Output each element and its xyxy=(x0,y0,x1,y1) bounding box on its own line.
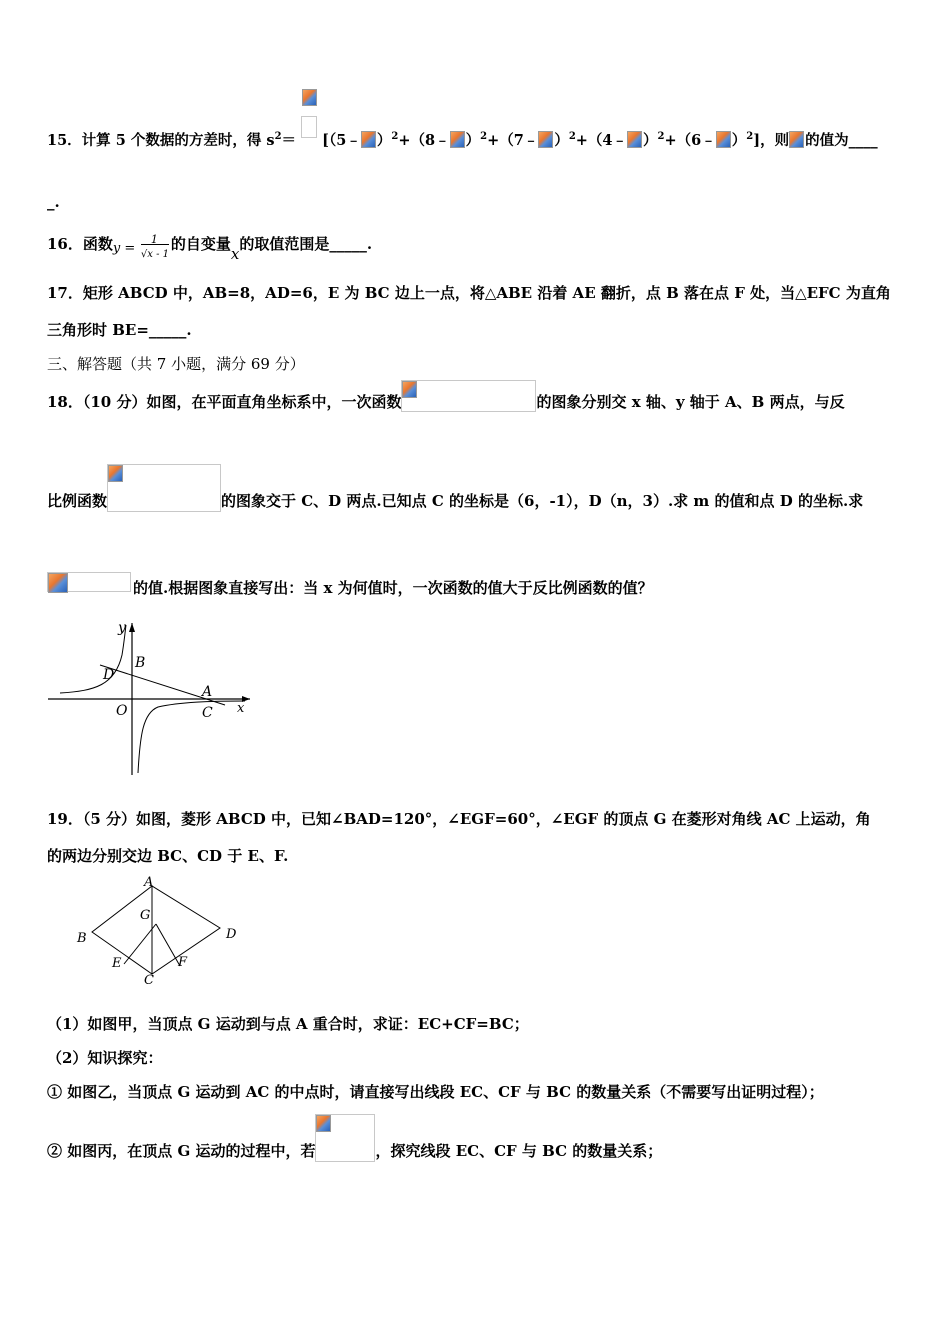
q15-sup: 2 xyxy=(746,131,754,142)
q15-rp: ） xyxy=(554,131,569,149)
fig-label: A xyxy=(144,875,154,890)
q15-sup: 2 xyxy=(274,131,282,142)
q15-lbr: [（5﹣ xyxy=(322,131,361,149)
q19-line2: 的两边分别交边 BC、CD 于 E、F. xyxy=(47,847,289,865)
formula-image-placeholder xyxy=(538,131,554,151)
q16-prefix: 16．函数 xyxy=(47,235,113,253)
section-heading: 三、解答题（共 7 小题，满分 69 分） xyxy=(47,355,305,373)
q18-line2 xyxy=(47,491,863,512)
formula-image-placeholder xyxy=(627,131,643,151)
ray-GF xyxy=(156,924,180,966)
formula-image-placeholder xyxy=(401,380,536,412)
formula-image-placeholder xyxy=(107,464,221,512)
q15-t2: ） xyxy=(376,131,392,149)
formula-image-placeholder xyxy=(450,131,466,151)
q17-line2: 三角形时 BE=_____. xyxy=(47,321,192,339)
q16-var: x xyxy=(230,245,240,263)
broken-image-icon xyxy=(789,131,804,148)
y-axis-arrow xyxy=(129,623,135,632)
formula-image-placeholder xyxy=(47,572,131,592)
broken-image-icon xyxy=(316,1115,331,1132)
q16-mid: 的自变量 xyxy=(170,235,231,253)
formula-image-placeholder xyxy=(315,1114,375,1162)
q19-p4b: ，探究线段 EC、CF 与 BC 的数量关系； xyxy=(375,1142,663,1160)
fig-label: C xyxy=(202,705,213,721)
q18-line2b: 的图象交于 C、D 两点.已知点 C 的坐标是（6，-1），D（n，3）.求 m 的值和点 D 的坐标.求 xyxy=(221,492,864,510)
broken-image-icon xyxy=(716,131,731,148)
q15-sup: 2 xyxy=(657,131,665,142)
q15-rp: ） xyxy=(731,131,747,149)
hyperbola-left-branch xyxy=(60,625,126,693)
broken-image-icon xyxy=(627,131,642,148)
fig-label: G xyxy=(140,908,151,923)
q19-rhombus-figure xyxy=(72,872,252,990)
broken-image-icon xyxy=(108,465,123,482)
q16-num: 1 xyxy=(150,233,158,246)
fig-label: B xyxy=(77,931,87,946)
q16-y: y = xyxy=(112,241,136,256)
q19-part1: （1）如图甲，当顶点 G 运动到与点 A 重合时，求证：EC+CF=BC； xyxy=(47,1015,529,1033)
broken-image-icon xyxy=(538,131,553,148)
broken-image-icon xyxy=(302,89,317,106)
fig-label: B xyxy=(135,655,146,671)
q15-t9: +（6﹣ xyxy=(664,131,716,149)
q15-cont: _. xyxy=(47,193,60,211)
q19-part2-2 xyxy=(47,1141,662,1162)
fig-label: D xyxy=(226,927,237,942)
q16-tail: 的取值范围是_____. xyxy=(239,235,373,253)
q15-t5: +（7﹣ xyxy=(487,131,539,149)
q15-t7: +（4﹣ xyxy=(575,131,628,149)
q18-line1b: 的图象分别交 x 轴、y 轴于 A、B 两点，与反 xyxy=(536,393,845,411)
q15-prefix: 15．计算 5 个数据的方差时，得 s xyxy=(47,131,275,149)
fig-label: A xyxy=(202,684,213,700)
formula-image-placeholder xyxy=(301,116,317,138)
q15-sup: 2 xyxy=(480,131,488,142)
fig-label: y xyxy=(118,620,126,636)
q19-part2: （2）知识探究： xyxy=(47,1049,163,1067)
q18-line1a: 18．（10 分）如图，在平面直角坐标系中，一次函数 xyxy=(47,393,402,411)
broken-image-icon xyxy=(450,131,465,148)
formula-image-placeholder xyxy=(716,131,732,151)
q18-line2a: 比例函数 xyxy=(47,492,108,510)
q15-eq: ＝ xyxy=(281,131,297,149)
q15-sup: 2 xyxy=(568,131,576,142)
fig-label: x xyxy=(237,701,245,716)
q16-line xyxy=(47,230,373,263)
fig-label: O xyxy=(116,703,128,719)
q15-rp: ） xyxy=(643,131,658,149)
q19-part2-1: ① 如图乙，当顶点 G 运动到 AC 的中点时，请直接写出线段 EC、CF 与 BC 的数量关系（不需要写出证明过程）； xyxy=(47,1083,824,1101)
broken-image-icon xyxy=(361,131,376,148)
q18-line1 xyxy=(47,392,845,412)
fig-label: E xyxy=(112,956,122,971)
formula-image-placeholder xyxy=(361,131,377,151)
q17-line1: 17．矩形 ABCD 中，AB=8，AD=6，E 为 BC 边上一点，将△ABE 沿着 AE 翻折，点 B 落在点 F 处，当△EFC 为直角 xyxy=(47,284,891,302)
q19-p4a: ② 如图丙，在顶点 G 运动的过程中，若 xyxy=(47,1142,316,1160)
q15-t3: +（8﹣ xyxy=(398,131,450,149)
q19-line1: 19．（5 分）如图，菱形 ABCD 中，已知∠BAD=120°，∠EGF=60°，∠EGF 的顶点 G 在菱形对角线 AC 上运动，角 xyxy=(47,810,871,828)
q15-rp: ） xyxy=(465,131,481,149)
formula-image-placeholder xyxy=(789,131,805,151)
q18-line3-text: 的值.根据图象直接写出：当 x 为何值时，一次函数的值大于反比例函数的值？ xyxy=(133,579,653,597)
fig-label: D xyxy=(103,667,115,683)
q16-formula xyxy=(113,230,171,260)
q16-den: √x - 1 xyxy=(140,249,169,260)
q15-tail: 的值为____ xyxy=(805,131,878,149)
fig-label: C xyxy=(144,973,154,988)
q15-line xyxy=(47,127,878,151)
hyperbola-right-branch xyxy=(138,701,245,773)
fig-label: F xyxy=(178,955,188,970)
q15-end: ]，则 xyxy=(753,131,790,149)
broken-image-icon xyxy=(402,381,417,398)
broken-image-icon xyxy=(48,573,68,593)
ray-GE xyxy=(124,924,156,964)
q15-sup: 2 xyxy=(391,131,399,142)
q18-line3 xyxy=(47,578,653,598)
q18-graph xyxy=(40,615,260,785)
